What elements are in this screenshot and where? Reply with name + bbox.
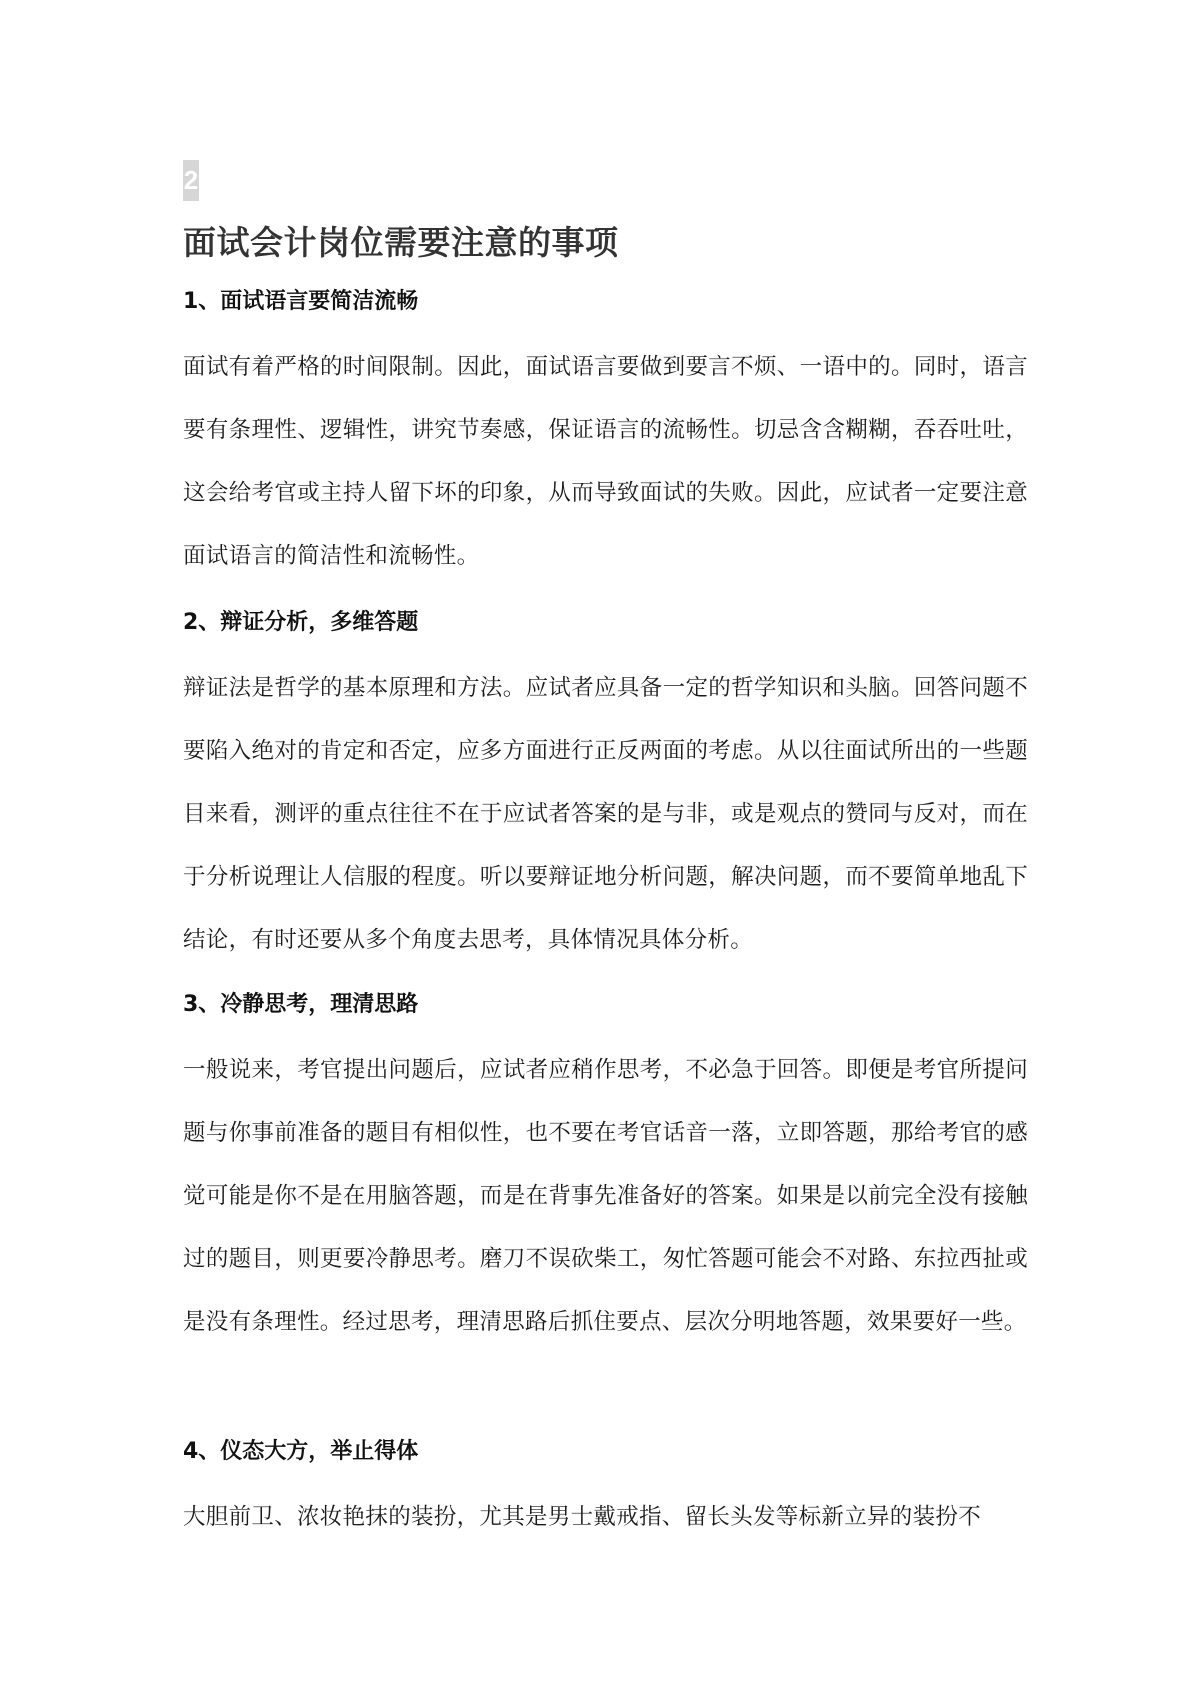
section-body-1: 面试有着严格的时间限制。因此，面试语言要做到要言不烦、一语中的。同时，语言要有条理性、逻辑性，讲究节奏感，保证语言的流畅性。切忌含含糊糊，吞吞吐吐，这会给考官或主持人留下坏的印象，从而导致面试的失败。因此，应试者一定要注意面试语言的简洁性和流畅性。 (183, 354, 1028, 569)
document-title: 面试会计岗位需要注意的事项 (183, 223, 619, 262)
section-heading-2: 2、辩证分析，多维答题 (183, 610, 419, 635)
section-heading-4: 4、仪态大方，举止得体 (183, 1439, 419, 1464)
section-body-4: 大胆前卫、浓妆艳抹的装扮，尤其是男士戴戒指、留长头发等标新立异的装扮不 (183, 1504, 982, 1530)
section-body-3: 一般说来，考官提出问题后，应试者应稍作思考，不必急于回答。即便是考官所提问题与你事前准备的题目有相似性，也不要在考官话音一落，立即答题，那给考官的感觉可能是你不是在用脑答题，而是在背事先准备好的答案。如果是以前完全没有接触过的题目，则更要冷静思考。磨刀不误砍柴工，匆忙答题可能会不对路、东拉西扯或是没有条理性。经过思考，理清思路后抓住要点、层次分明地答题，效果要好一些。 (183, 1057, 1028, 1335)
section-heading-3: 3、冷静思考，理清思路 (183, 992, 419, 1017)
section-heading-1: 1、面试语言要简洁流畅 (183, 289, 419, 314)
page-number-badge: 2 (183, 160, 199, 201)
section-body-2: 辩证法是哲学的基本原理和方法。应试者应具备一定的哲学知识和头脑。回答问题不要陷入绝对的肯定和否定，应多方面进行正反两面的考虑。从以往面试所出的一些题目来看，测评的重点往往不在于应试者答案的是与非，或是观点的赞同与反对，而在于分析说理让人信服的程度。听以要辩证地分析问题，解决问题，而不要简单地乱下结论，有时还要从多个角度去思考，具体情况具体分析。 (183, 675, 1028, 953)
